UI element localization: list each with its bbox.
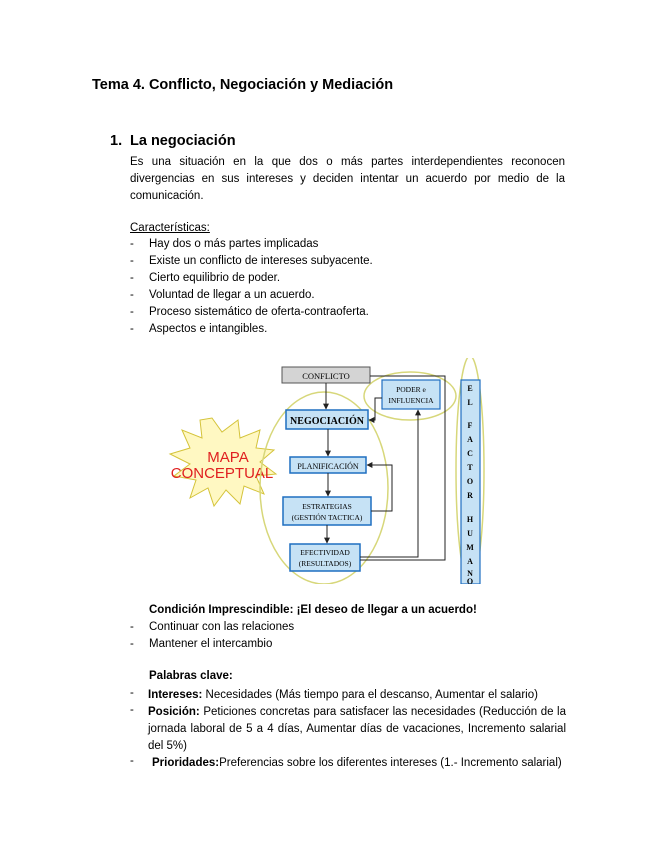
svg-text:F: F <box>467 421 473 430</box>
svg-text:H: H <box>466 515 474 524</box>
svg-text:O: O <box>466 577 474 584</box>
negociacion-label: NEGOCIACIÓN <box>290 416 364 427</box>
posicion-text: Peticiones concretas para satisfacer las necesidades (Reducción de la jornada laboral de 5 a 4 días, Aumentar días de vacaciones, Incremento salarial del 5%) <box>148 706 566 752</box>
posicion-item <box>148 704 566 755</box>
concept-map-diagram <box>160 358 500 584</box>
svg-text:C: C <box>467 449 473 458</box>
svg-text:N: N <box>467 569 473 578</box>
palabras-heading: Palabras clave: <box>149 670 233 682</box>
efectividad-line1: EFECTIVIDAD <box>300 548 350 557</box>
svg-text:A: A <box>467 557 473 566</box>
svg-text:O: O <box>466 477 474 486</box>
poder-line2: INFLUENCIA <box>388 396 434 405</box>
starburst-line1: MAPA <box>207 449 249 466</box>
intereses-item <box>148 687 566 704</box>
estrategias-line2: (GESTIÓN TACTICA) <box>291 513 363 522</box>
efectividad-line2: (RESULTADOS) <box>298 559 352 568</box>
conflicto-label: CONFLICTO <box>302 371 350 381</box>
svg-text:U: U <box>467 529 473 538</box>
intereses-term: Intereses: <box>148 689 203 701</box>
prioridades-item <box>152 755 570 772</box>
svg-text:R: R <box>467 491 473 500</box>
prioridades-term: Prioridades: <box>152 757 220 769</box>
posicion-term: Posición: <box>148 706 200 718</box>
svg-text:L: L <box>467 398 473 407</box>
section-number: 1. <box>110 133 123 149</box>
poder-line1: PODER e <box>396 385 426 394</box>
svg-text:M: M <box>466 543 474 552</box>
page-title: Tema 4. Conflicto, Negociación y Mediación <box>92 77 394 93</box>
starburst-line2: CONCEPTUAL <box>170 465 274 482</box>
intereses-text: Necesidades (Más tiempo para el descanso, Aumentar el salario) <box>205 689 538 701</box>
section-heading: La negociación <box>130 133 236 149</box>
prioridades-text: Preferencias sobre los diferentes intereses (1.- Incremento salarial) <box>219 757 562 769</box>
svg-text:A: A <box>467 435 473 444</box>
estrategias-line1: ESTRATEGIAS <box>302 502 352 511</box>
planificacion-label: PLANIFICACIÓN <box>297 462 359 471</box>
svg-text:E: E <box>467 384 473 393</box>
svg-text:T: T <box>467 463 473 472</box>
section-paragraph: Es una situación en la que dos o más partes interdependientes reconocen divergencias en sus intereses y deciden intentar un acuerdo por medio de la comunicación. <box>130 156 565 202</box>
condicion-heading: Condición Imprescindible: ¡El deseo de llegar a un acuerdo! <box>149 604 477 616</box>
caracteristicas-heading: Características: <box>130 222 210 234</box>
